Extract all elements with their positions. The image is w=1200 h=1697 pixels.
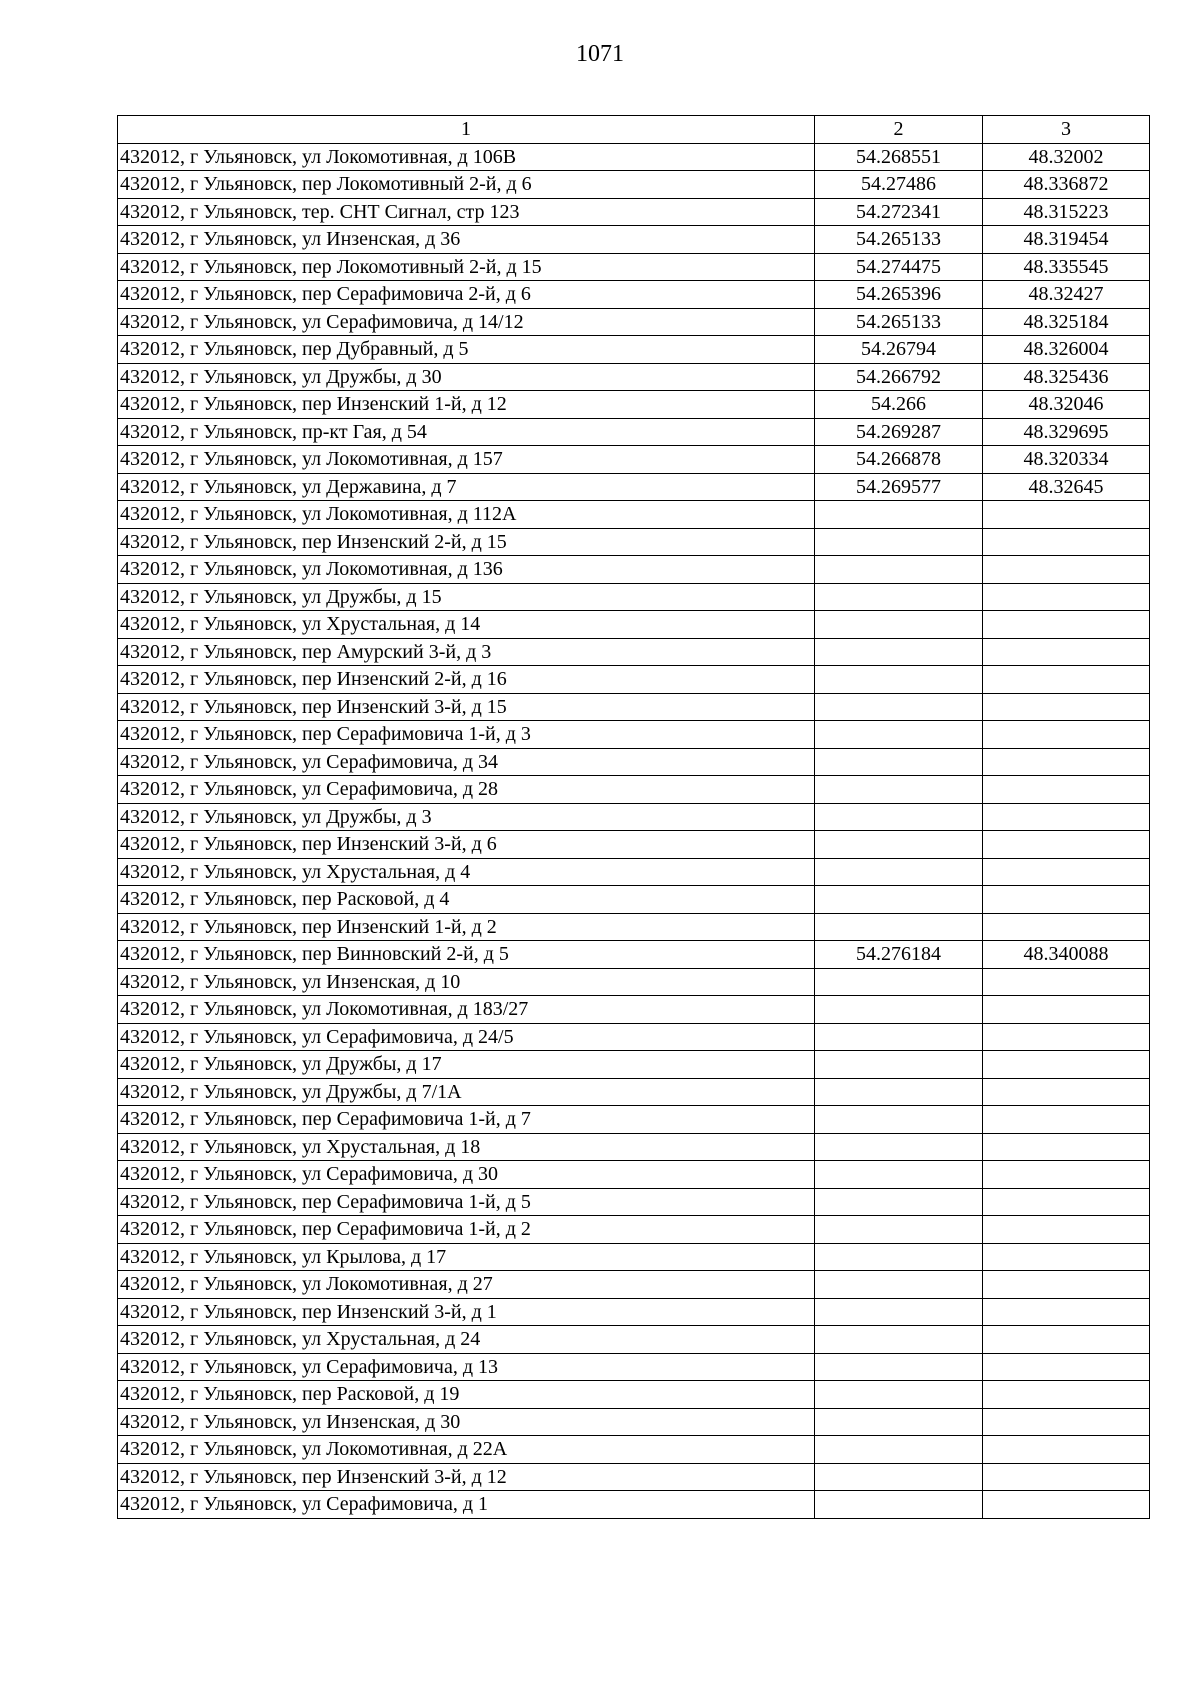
- table-row: [118, 803, 1150, 831]
- latitude-cell: 54.266878: [815, 446, 983, 474]
- address-cell: 432012, г Ульяновск, пер Инзенский 3-й, д 1: [118, 1298, 815, 1326]
- table-row: [118, 1436, 1150, 1464]
- latitude-cell: [815, 968, 983, 996]
- longitude-cell: [983, 693, 1150, 721]
- table-row: [118, 886, 1150, 914]
- longitude-cell: [983, 858, 1150, 886]
- address-cell: 432012, г Ульяновск, пер Инзенский 2-й, д 16: [118, 666, 815, 694]
- latitude-cell: [815, 803, 983, 831]
- latitude-cell: [815, 1326, 983, 1354]
- table-row: [118, 913, 1150, 941]
- longitude-cell: 48.336872: [983, 171, 1150, 199]
- latitude-cell: [815, 1463, 983, 1491]
- longitude-cell: [983, 721, 1150, 749]
- table-header: [118, 116, 1150, 144]
- latitude-cell: 54.265396: [815, 281, 983, 309]
- longitude-cell: [983, 1078, 1150, 1106]
- table-row: [118, 363, 1150, 391]
- longitude-cell: 48.319454: [983, 226, 1150, 254]
- longitude-cell: [983, 1381, 1150, 1409]
- address-cell: 432012, г Ульяновск, ул Локомотивная, д 157: [118, 446, 815, 474]
- table-row: [118, 748, 1150, 776]
- latitude-cell: 54.265133: [815, 226, 983, 254]
- longitude-cell: [983, 1491, 1150, 1519]
- address-cell: 432012, г Ульяновск, пер Винновский 2-й, д 5: [118, 941, 815, 969]
- address-cell: 432012, г Ульяновск, пер Инзенский 3-й, д 15: [118, 693, 815, 721]
- table-row: [118, 858, 1150, 886]
- longitude-cell: [983, 913, 1150, 941]
- address-cell: 432012, г Ульяновск, ул Серафимовича, д 13: [118, 1353, 815, 1381]
- latitude-cell: [815, 996, 983, 1024]
- address-cell: 432012, г Ульяновск, ул Локомотивная, д 112А: [118, 501, 815, 529]
- longitude-cell: [983, 1298, 1150, 1326]
- table-row: [118, 253, 1150, 281]
- latitude-cell: 54.268551: [815, 143, 983, 171]
- address-cell: 432012, г Ульяновск, ул Хрустальная, д 18: [118, 1133, 815, 1161]
- latitude-cell: [815, 666, 983, 694]
- longitude-cell: 48.320334: [983, 446, 1150, 474]
- longitude-cell: [983, 1463, 1150, 1491]
- longitude-cell: [983, 1023, 1150, 1051]
- address-cell: 432012, г Ульяновск, ул Державина, д 7: [118, 473, 815, 501]
- table-row: [118, 556, 1150, 584]
- latitude-cell: [815, 611, 983, 639]
- table-row: [118, 143, 1150, 171]
- address-cell: 432012, г Ульяновск, ул Хрустальная, д 24: [118, 1326, 815, 1354]
- address-cell: 432012, г Ульяновск, ул Локомотивная, д 183/27: [118, 996, 815, 1024]
- latitude-cell: 54.272341: [815, 198, 983, 226]
- address-cell: 432012, г Ульяновск, тер. СНТ Сигнал, стр 123: [118, 198, 815, 226]
- address-cell: 432012, г Ульяновск, пер Серафимовича 1-й, д 7: [118, 1106, 815, 1134]
- table-row: [118, 693, 1150, 721]
- longitude-cell: [983, 748, 1150, 776]
- column-header-3: 3: [983, 116, 1150, 144]
- table-row: [118, 1408, 1150, 1436]
- longitude-cell: [983, 803, 1150, 831]
- address-cell: 432012, г Ульяновск, ул Дружбы, д 7/1А: [118, 1078, 815, 1106]
- column-header-2: 2: [815, 116, 983, 144]
- latitude-cell: 54.274475: [815, 253, 983, 281]
- header-row: [118, 116, 1150, 144]
- longitude-cell: [983, 886, 1150, 914]
- address-cell: 432012, г Ульяновск, ул Дружбы, д 17: [118, 1051, 815, 1079]
- address-cell: 432012, г Ульяновск, ул Локомотивная, д 22А: [118, 1436, 815, 1464]
- longitude-cell: [983, 968, 1150, 996]
- table-row: [118, 1188, 1150, 1216]
- longitude-cell: [983, 1326, 1150, 1354]
- address-cell: 432012, г Ульяновск, ул Серафимовича, д 14/12: [118, 308, 815, 336]
- latitude-cell: [815, 1271, 983, 1299]
- table-row: [118, 418, 1150, 446]
- latitude-cell: [815, 1023, 983, 1051]
- latitude-cell: 54.26794: [815, 336, 983, 364]
- table-row: [118, 1133, 1150, 1161]
- table-row: [118, 968, 1150, 996]
- longitude-cell: 48.340088: [983, 941, 1150, 969]
- table-row: [118, 281, 1150, 309]
- latitude-cell: [815, 1078, 983, 1106]
- latitude-cell: [815, 886, 983, 914]
- address-cell: 432012, г Ульяновск, пер Инзенский 2-й, д 15: [118, 528, 815, 556]
- longitude-cell: [983, 556, 1150, 584]
- latitude-cell: 54.276184: [815, 941, 983, 969]
- table-row: [118, 1298, 1150, 1326]
- address-cell: 432012, г Ульяновск, пер Дубравный, д 5: [118, 336, 815, 364]
- address-cell: 432012, г Ульяновск, ул Локомотивная, д 136: [118, 556, 815, 584]
- table-row: [118, 1078, 1150, 1106]
- address-cell: 432012, г Ульяновск, ул Серафимовича, д 24/5: [118, 1023, 815, 1051]
- longitude-cell: [983, 1243, 1150, 1271]
- latitude-cell: [815, 1161, 983, 1189]
- table-row: [118, 1243, 1150, 1271]
- table-row: [118, 446, 1150, 474]
- address-cell: 432012, г Ульяновск, пер Серафимовича 1-й, д 2: [118, 1216, 815, 1244]
- latitude-cell: [815, 776, 983, 804]
- address-cell: 432012, г Ульяновск, пер Локомотивный 2-й, д 6: [118, 171, 815, 199]
- longitude-cell: 48.32046: [983, 391, 1150, 419]
- latitude-cell: [815, 693, 983, 721]
- address-cell: 432012, г Ульяновск, пер Серафимовича 1-й, д 3: [118, 721, 815, 749]
- latitude-cell: [815, 1188, 983, 1216]
- table-row: [118, 308, 1150, 336]
- table-row: [118, 1381, 1150, 1409]
- longitude-cell: [983, 666, 1150, 694]
- latitude-cell: [815, 556, 983, 584]
- longitude-cell: 48.325184: [983, 308, 1150, 336]
- address-cell: 432012, г Ульяновск, ул Хрустальная, д 14: [118, 611, 815, 639]
- longitude-cell: [983, 831, 1150, 859]
- latitude-cell: 54.266792: [815, 363, 983, 391]
- table-row: [118, 226, 1150, 254]
- latitude-cell: [815, 1436, 983, 1464]
- table-row: [118, 996, 1150, 1024]
- address-cell: 432012, г Ульяновск, пер Амурский 3-й, д 3: [118, 638, 815, 666]
- address-cell: 432012, г Ульяновск, пер Инзенский 1-й, д 2: [118, 913, 815, 941]
- address-cell: 432012, г Ульяновск, ул Инзенская, д 36: [118, 226, 815, 254]
- latitude-cell: [815, 721, 983, 749]
- longitude-cell: 48.32002: [983, 143, 1150, 171]
- table-row: [118, 391, 1150, 419]
- longitude-cell: [983, 1106, 1150, 1134]
- longitude-cell: [983, 1051, 1150, 1079]
- longitude-cell: [983, 776, 1150, 804]
- address-cell: 432012, г Ульяновск, ул Серафимовича, д 34: [118, 748, 815, 776]
- address-cell: 432012, г Ульяновск, ул Серафимовича, д 30: [118, 1161, 815, 1189]
- address-cell: 432012, г Ульяновск, ул Инзенская, д 30: [118, 1408, 815, 1436]
- latitude-cell: 54.269287: [815, 418, 983, 446]
- longitude-cell: [983, 996, 1150, 1024]
- latitude-cell: [815, 1298, 983, 1326]
- address-cell: 432012, г Ульяновск, пер Инзенский 1-й, д 12: [118, 391, 815, 419]
- table-row: [118, 1353, 1150, 1381]
- address-cell: 432012, г Ульяновск, ул Инзенская, д 10: [118, 968, 815, 996]
- table-row: [118, 1491, 1150, 1519]
- longitude-cell: [983, 1161, 1150, 1189]
- table-row: [118, 1106, 1150, 1134]
- table-row: [118, 171, 1150, 199]
- longitude-cell: 48.329695: [983, 418, 1150, 446]
- table-row: [118, 776, 1150, 804]
- table-row: [118, 638, 1150, 666]
- table-row: [118, 611, 1150, 639]
- longitude-cell: [983, 638, 1150, 666]
- table-row: [118, 336, 1150, 364]
- table-row: [118, 941, 1150, 969]
- address-cell: 432012, г Ульяновск, ул Серафимовича, д 28: [118, 776, 815, 804]
- address-coordinates-table: [117, 115, 1150, 1519]
- longitude-cell: 48.335545: [983, 253, 1150, 281]
- latitude-cell: [815, 638, 983, 666]
- longitude-cell: [983, 1271, 1150, 1299]
- longitude-cell: [983, 611, 1150, 639]
- address-cell: 432012, г Ульяновск, ул Дружбы, д 3: [118, 803, 815, 831]
- address-cell: 432012, г Ульяновск, пер Расковой, д 19: [118, 1381, 815, 1409]
- latitude-cell: [815, 1051, 983, 1079]
- table-row: [118, 1051, 1150, 1079]
- address-cell: 432012, г Ульяновск, ул Локомотивная, д 106В: [118, 143, 815, 171]
- table-row: [118, 501, 1150, 529]
- longitude-cell: 48.326004: [983, 336, 1150, 364]
- longitude-cell: [983, 528, 1150, 556]
- address-cell: 432012, г Ульяновск, пер Серафимовича 2-й, д 6: [118, 281, 815, 309]
- longitude-cell: [983, 1216, 1150, 1244]
- latitude-cell: [815, 1243, 983, 1271]
- address-cell: 432012, г Ульяновск, пр-кт Гая, д 54: [118, 418, 815, 446]
- table-row: [118, 1023, 1150, 1051]
- longitude-cell: [983, 1133, 1150, 1161]
- table-row: [118, 528, 1150, 556]
- address-cell: 432012, г Ульяновск, пер Расковой, д 4: [118, 886, 815, 914]
- table-body: [118, 143, 1150, 1518]
- table-row: [118, 198, 1150, 226]
- column-header-1: 1: [118, 116, 815, 144]
- latitude-cell: [815, 1133, 983, 1161]
- latitude-cell: [815, 1216, 983, 1244]
- latitude-cell: [815, 858, 983, 886]
- longitude-cell: [983, 1188, 1150, 1216]
- address-cell: 432012, г Ульяновск, пер Локомотивный 2-й, д 15: [118, 253, 815, 281]
- page-number: 1071: [576, 41, 624, 67]
- latitude-cell: 54.27486: [815, 171, 983, 199]
- latitude-cell: [815, 1106, 983, 1134]
- address-cell: 432012, г Ульяновск, ул Локомотивная, д 27: [118, 1271, 815, 1299]
- table-row: [118, 1463, 1150, 1491]
- table-row: [118, 1271, 1150, 1299]
- address-cell: 432012, г Ульяновск, пер Инзенский 3-й, д 12: [118, 1463, 815, 1491]
- table-row: [118, 583, 1150, 611]
- latitude-cell: [815, 748, 983, 776]
- latitude-cell: [815, 583, 983, 611]
- address-cell: 432012, г Ульяновск, пер Серафимовича 1-й, д 5: [118, 1188, 815, 1216]
- longitude-cell: [983, 501, 1150, 529]
- table-row: [118, 1216, 1150, 1244]
- latitude-cell: 54.266: [815, 391, 983, 419]
- address-cell: 432012, г Ульяновск, ул Крылова, д 17: [118, 1243, 815, 1271]
- latitude-cell: [815, 1408, 983, 1436]
- longitude-cell: [983, 1408, 1150, 1436]
- latitude-cell: 54.265133: [815, 308, 983, 336]
- longitude-cell: 48.32645: [983, 473, 1150, 501]
- latitude-cell: [815, 501, 983, 529]
- latitude-cell: 54.269577: [815, 473, 983, 501]
- latitude-cell: [815, 1381, 983, 1409]
- address-cell: 432012, г Ульяновск, ул Дружбы, д 30: [118, 363, 815, 391]
- table-row: [118, 1161, 1150, 1189]
- address-cell: 432012, г Ульяновск, ул Хрустальная, д 4: [118, 858, 815, 886]
- latitude-cell: [815, 913, 983, 941]
- latitude-cell: [815, 528, 983, 556]
- table-row: [118, 473, 1150, 501]
- latitude-cell: [815, 1353, 983, 1381]
- table-row: [118, 1326, 1150, 1354]
- longitude-cell: [983, 583, 1150, 611]
- longitude-cell: [983, 1353, 1150, 1381]
- longitude-cell: 48.315223: [983, 198, 1150, 226]
- table-row: [118, 831, 1150, 859]
- longitude-cell: 48.325436: [983, 363, 1150, 391]
- address-cell: 432012, г Ульяновск, ул Серафимовича, д 1: [118, 1491, 815, 1519]
- longitude-cell: 48.32427: [983, 281, 1150, 309]
- latitude-cell: [815, 831, 983, 859]
- address-cell: 432012, г Ульяновск, пер Инзенский 3-й, д 6: [118, 831, 815, 859]
- table-row: [118, 721, 1150, 749]
- address-cell: 432012, г Ульяновск, ул Дружбы, д 15: [118, 583, 815, 611]
- latitude-cell: [815, 1491, 983, 1519]
- longitude-cell: [983, 1436, 1150, 1464]
- table-row: [118, 666, 1150, 694]
